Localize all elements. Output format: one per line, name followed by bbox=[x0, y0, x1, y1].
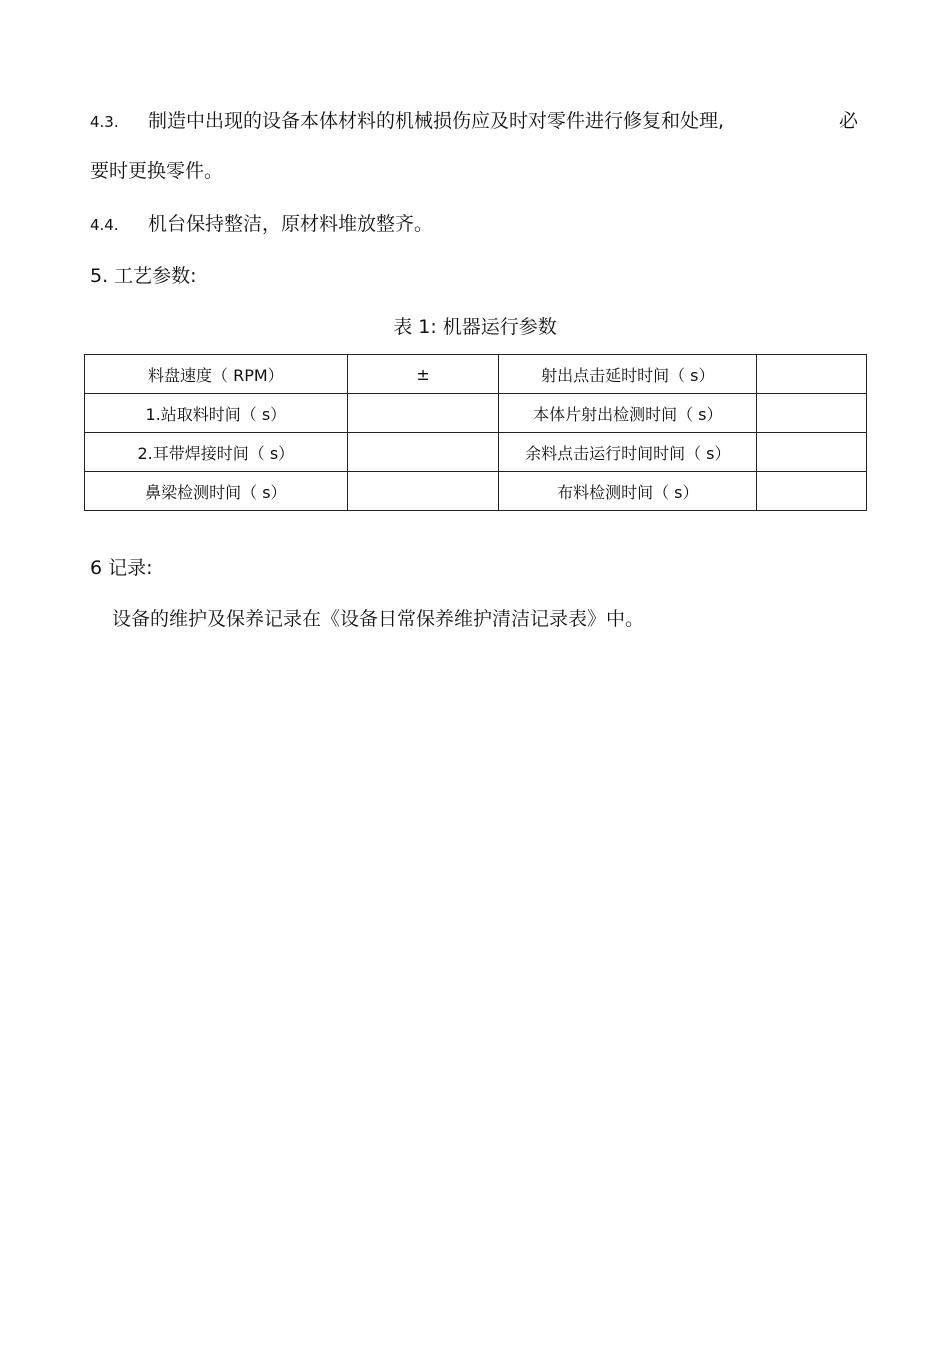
table-cell: 1.站取料时间（ s） bbox=[85, 394, 348, 433]
table-row bbox=[85, 472, 867, 511]
table-cell: 本体片射出检测时间（ s） bbox=[499, 394, 757, 433]
paragraph-4-3-text: 制造中出现的设备本体材料的机械损伤应及时对零件进行修复和处理, bbox=[148, 110, 725, 132]
paragraph-4-4-text: 机台保持整洁，原材料堆放整齐。 bbox=[148, 213, 434, 235]
paragraph-4-3-tail: 必 bbox=[838, 110, 858, 132]
table-cell: 料盘速度（ RPM） bbox=[85, 355, 348, 394]
paragraph-4-3 bbox=[90, 109, 858, 134]
table-cell: 2.耳带焊接时间（ s） bbox=[85, 433, 348, 472]
machine-parameters-table bbox=[84, 354, 867, 511]
table-row bbox=[85, 355, 867, 394]
table-cell bbox=[347, 472, 499, 511]
table-caption: 表 1: 机器运行参数 bbox=[393, 316, 557, 338]
table-cell bbox=[347, 433, 499, 472]
table-cell bbox=[757, 472, 867, 511]
table-cell bbox=[347, 394, 499, 433]
paragraph-4-4-number: 4.4. bbox=[90, 216, 119, 234]
table-cell bbox=[757, 355, 867, 394]
table-row bbox=[85, 433, 867, 472]
paragraph-4-3-number: 4.3. bbox=[90, 113, 119, 131]
paragraph-4-3-continuation: 要时更换零件。 bbox=[90, 160, 224, 182]
table-cell: 射出点击延时时间（ s） bbox=[499, 355, 757, 394]
table-cell bbox=[757, 433, 867, 472]
table-cell: 鼻梁检测时间（ s） bbox=[85, 472, 348, 511]
table-row bbox=[85, 394, 867, 433]
paragraph-4-4 bbox=[90, 212, 433, 237]
table-cell: ± bbox=[347, 355, 499, 394]
section-6-heading: 6 记录: bbox=[90, 557, 153, 579]
table-cell: 布料检测时间（ s） bbox=[499, 472, 757, 511]
section-5-heading: 5. 工艺参数: bbox=[90, 265, 197, 287]
table-cell bbox=[757, 394, 867, 433]
section-6-text: 设备的维护及保养记录在《设备日常保养维护清洁记录表》中。 bbox=[112, 608, 645, 630]
table-cell: 余料点击运行时间时间（ s） bbox=[499, 433, 757, 472]
